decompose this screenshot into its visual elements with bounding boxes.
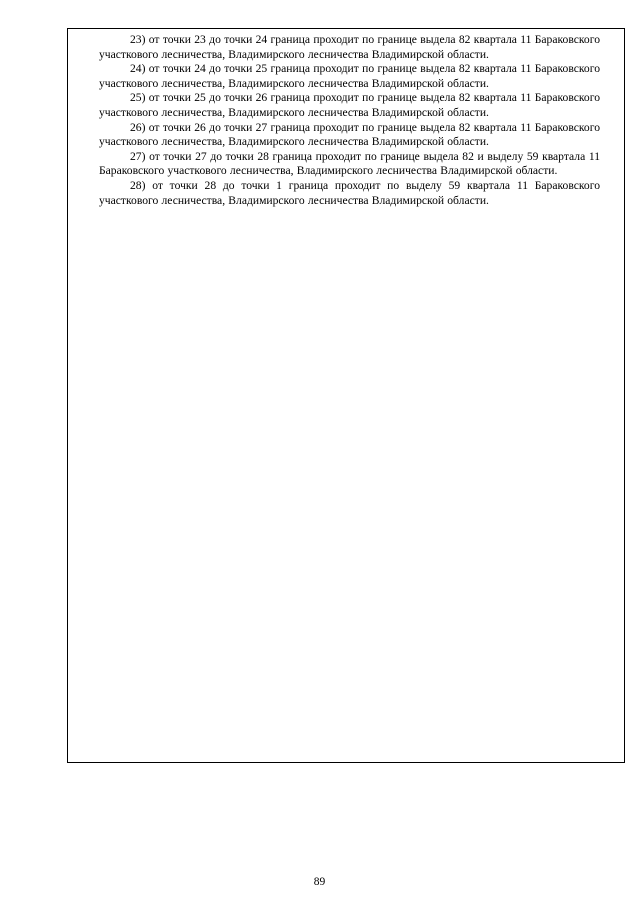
- document-frame: [67, 28, 625, 763]
- boundary-paragraph-25: 25) от точки 25 до точки 26 граница проходит по границе выдела 82 квартала 11 Бараковского участкового лесничества, Владимирского лесничества Владимирской области.: [99, 91, 600, 119]
- boundary-paragraph-26: 26) от точки 26 до точки 27 граница проходит по границе выдела 82 квартала 11 Бараковского участкового лесничества, Владимирского лесничества Владимирской области.: [99, 120, 600, 149]
- page-number: 89: [313, 876, 326, 888]
- boundary-paragraph-23: 23) от точки 23 до точки 24 граница проходит по границе выдела 82 квартала 11 Бараковского участкового лесничества, Владимирского лесничества Владимирской области.: [99, 33, 600, 61]
- boundary-paragraph-27: 27) от точки 27 до точки 28 граница проходит по границе выдела 82 и выделу 59 квартала 11 Бараковского участкового лесничества, Владимирского лесничества Владимирской области.: [99, 149, 600, 178]
- boundary-paragraph-28: 28) от точки 28 до точки 1 граница проходит по выделу 59 квартала 11 Бараковского участкового лесничества, Владимирского лесничества Владимирской области.: [99, 178, 600, 207]
- boundary-paragraph-24: 24) от точки 24 до точки 25 граница проходит по границе выдела 82 квартала 11 Бараковского участкового лесничества, Владимирского лесничества Владимирской области.: [99, 62, 600, 90]
